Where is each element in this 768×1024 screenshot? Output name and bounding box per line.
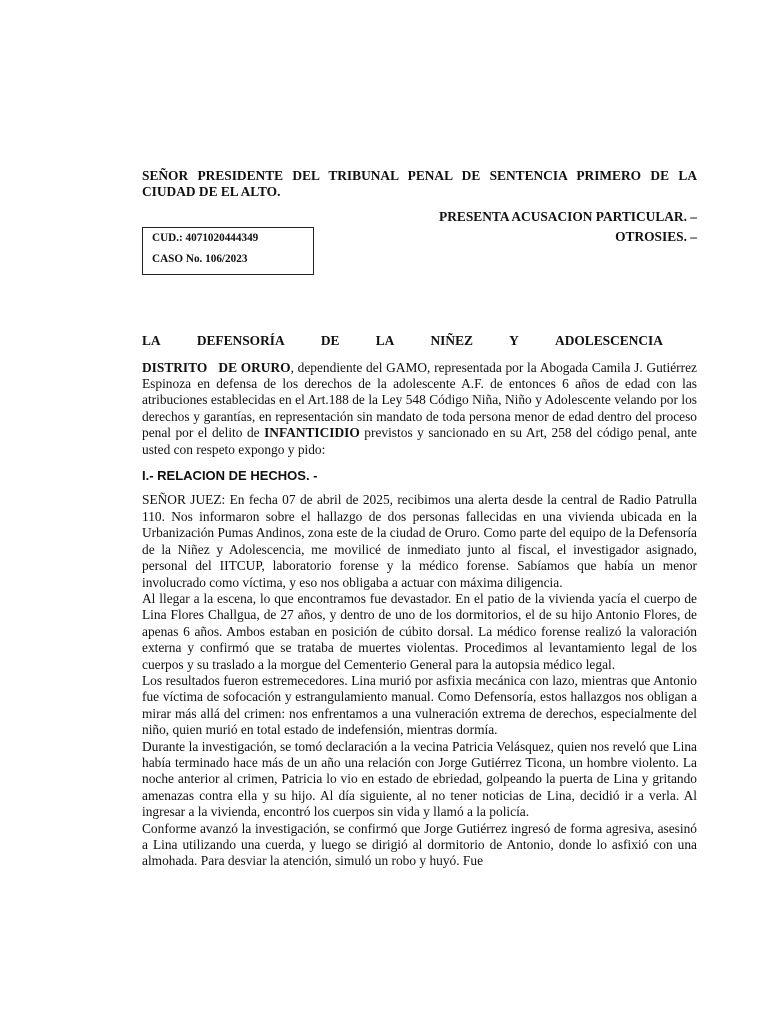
institution-heading: [142, 333, 697, 349]
body-paragraph: Al llegar a la escena, lo que encontramos fue devastador. En el patio de la vivienda yacía el cuerpo de Lina Flores Challgua, de 27 años, y dentro de uno de los dormitorios, el de su hijo Antonio Flores, de apenas 6 años. Ambos estaban en posición de cúbito dorsal. La médico forense realizó la valoración externa y confirmó que se trataba de muertes violentas. Procedimos al levantamiento legal de los cuerpos y su traslado a la morgue del Cementerio General para la autopsia médico legal.: [142, 590, 697, 672]
case-info-box: [142, 227, 314, 275]
document-title: PRESENTA ACUSACION PARTICULAR. –: [439, 208, 697, 224]
cud-number: CUD.: 4071020444349: [152, 232, 259, 245]
otrosies-label: OTROSIES. –: [615, 229, 697, 245]
intro-paragraph: [142, 360, 697, 458]
body-paragraph: Conforme avanzó la investigación, se confirmó que Jorge Gutiérrez ingresó de forma agresiva, asesinó a Lina utilizando una cuerda, y luego se dirigió al dormitorio de Antonio, donde lo asfixió con una almohada. Para desviar la atención, simuló un robo y huyó. Fue: [142, 820, 697, 869]
addressee-heading: SEÑOR PRESIDENTE DEL TRIBUNAL PENAL DE SENTENCIA PRIMERO DE LA CIUDAD DE EL ALTO.: [142, 168, 697, 200]
case-row: [142, 227, 697, 279]
institution-word: ADOLESCENCIA: [555, 333, 663, 349]
institution-word: Y: [509, 333, 519, 349]
district-name: DISTRITO DE ORURO: [142, 359, 291, 375]
section-title: I.- RELACION DE HECHOS. -: [142, 468, 318, 484]
institution-word: LA: [375, 333, 395, 349]
body-paragraph: SEÑOR JUEZ: En fecha 07 de abril de 2025, recibimos una alerta desde la central de Radio Patrulla 110. Nos informaron sobre el hallazgo de dos personas fallecidas en una vivienda ubicada en la Urbanización Pumas Andinos, zona este de la ciudad de Oruro. Como parte del equipo de la Defensoría de la Niñez y Adolescencia, me movilicé de inmediato junto al fiscal, el investigador asignado, personal del IITCUP, laboratorio forense y la médico forense. Sabíamos que había un menor involucrado como víctima, y eso nos obligaba a actuar con máxima diligencia.: [142, 492, 697, 590]
institution-word: LA: [142, 333, 161, 349]
body-paragraph: Los resultados fueron estremecedores. Lina murió por asfixia mecánica con lazo, mientras que Antonio fue víctima de sofocación y estrangulamiento manual. Como Defensoría, estos hallazgos nos obligan a mirar más allá del crimen: nos enfrentamos a una vulneración extrema de derechos, especialmente del niño, quien murió en total estado de indefensión, mientras dormía.: [142, 672, 697, 738]
document-page: [142, 168, 697, 870]
institution-word: DEFENSORÍA: [196, 333, 285, 349]
institution-word: DE: [320, 333, 340, 349]
intro-text: , dependiente del GAMO, representada por la Abogada Camila J. Gutiérrez Espinoza en defensa de los derechos de la adolescente A.F. de entonces 6 años de edad con las atribuciones establecidas en el Art.188 de la Ley 548 Código Niña, Niño y Adolescente velando por los derechos y garantías, en representación sin mandato de toda persona menor de edad dentro del proceso penal por el delito de: [142, 359, 697, 441]
case-number: CASO No. 106/2023: [152, 253, 248, 266]
body-paragraph: Durante la investigación, se tomó declaración a la vecina Patricia Velásquez, quien nos reveló que Lina había terminado hace más de un año una relación con Jorge Gutiérrez Ticona, un hombre violento. La noche anterior al crimen, Patricia lo vio en estado de ebriedad, golpeando la puerta de Lina y gritando amenazas contra ella y su hijo. Al día siguiente, al no tener noticias de Lina, decidió ir a verla. Al ingresar a la vivienda, encontró los cuerpos sin vida y llamó a la policía.: [142, 738, 697, 820]
institution-word: NIÑEZ: [430, 333, 473, 349]
outro-text: previstos y sancionado en su Art, 258 del código penal, ante usted con respeto expongo y pido:: [142, 425, 697, 457]
crime-name: INFANTICIDIO: [264, 425, 360, 441]
